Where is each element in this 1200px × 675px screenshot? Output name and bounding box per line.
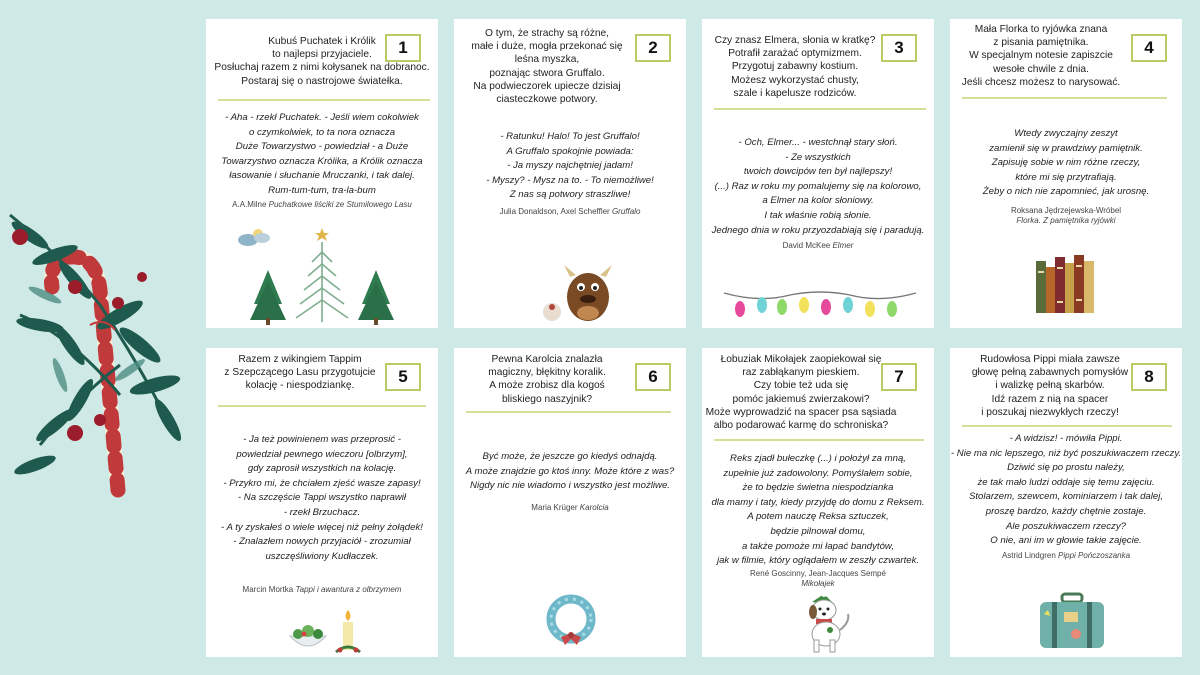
card-quote: - Ratunku! Halo! To jest Gruffalo! A Gruffalo spokojnie powiada: - Ja myszy najchętniej jadam! - Myszy? - Mysz na to. - To niemożliwe! Z nas są potwory straszliwe!: [486, 131, 654, 201]
card-quote: Reks zjadł bułeczkę (...) i położył za mną, zupełnie już zadowolony. Pomyślałem sobie, że to będzie świetna niespodzianka dla mamy i taty, kiedy przyjdę do domu z Reksem. A potem nauczę Reksa sztuczek, będzie pilnował domu, a także pomoże mi łapać bandytów, jak w filmie, który oglądałem w zeszły czwartek.: [711, 453, 925, 567]
card-quote: Wtedy zwyczajny zeszyt zamienił się w prawdziwy pamiętnik. Zapisuję sobie w nim różne rzeczy, które mi się przytrafiają. Żeby o nich nie zapomnieć, jak urosnę.: [982, 128, 1150, 198]
day-number: 8: [1131, 363, 1167, 391]
divider: [466, 411, 671, 413]
card-source: [454, 503, 686, 513]
christmas-branch-icon: [0, 195, 205, 500]
card-intro: Razem z wikingiem Tappim z Szepczącego Lasu przygotujcie kolację - niespodziankę.: [224, 354, 376, 392]
day-number: 6: [635, 363, 671, 391]
advent-card-7: [702, 348, 934, 657]
dog-icon: [794, 592, 854, 654]
source-author: René Goscinny, Jean-Jacques Sempé: [750, 569, 886, 578]
card-source: [206, 200, 438, 210]
source-author: Julia Donaldson, Axel Scheffler: [499, 207, 610, 216]
source-author: A.A.Milne: [232, 200, 267, 209]
advent-card-5: [206, 348, 438, 657]
divider: [714, 439, 924, 441]
card-source: [950, 206, 1182, 226]
source-title: Tappi i awantura z olbrzymem: [295, 585, 402, 594]
source-title: Florka. Z pamiętnika ryjówki: [1016, 216, 1116, 225]
source-title: Karolcia: [579, 503, 609, 512]
source-title: Elmer: [832, 241, 854, 250]
advent-card-4: [950, 19, 1182, 328]
card-intro: O tym, że strachy są różne, małe i duże, mogła przekonać się leśna myszka, poznając stwora Gruffalo. Na podwieczorek upiecze dzisiaj ciasteczkowe potwory.: [471, 28, 623, 106]
source-title: Gruffalo: [611, 207, 641, 216]
salad-candle-icon: [288, 606, 368, 656]
day-number: 7: [881, 363, 917, 391]
card-source: [702, 569, 934, 589]
divider: [714, 108, 926, 110]
source-title: Puchatkowe liściki ze Stumilowego Lasu: [268, 200, 412, 209]
wreath-icon: [544, 593, 598, 649]
advent-card-2: [454, 19, 686, 328]
card-quote: - Och, Elmer... - westchnął stary słoń. - Ze wszystkich twoich dowcipów ten był najlepszy! (...) Raz w roku my pomalujemy się na kolorowo, a Elmer na kolor słoniowy. I tak właśnie robią słonie. Jednego dnia w roku przyozdabiają się i paradują.: [711, 137, 925, 236]
card-intro: Pewna Karolcia znalazła magiczny, błękitny koralik. A może zrobisz dla kogoś bliskiego naszyjnik?: [488, 354, 606, 405]
source-author: Roksana Jędrzejewska-Wróbel: [1010, 206, 1122, 215]
card-quote: - Aha - rzekł Puchatek. - Jeśli wiem cokolwiek o czymkolwiek, to ta nora oznacza Duże Towarzystwo - powiedział - a Duże Towarzystwo oznacza Królika, a Królik oznacza łasowanie i słuchanie Mruczanki, i tak dalej. Rum-tum-tum, tra-la-bum: [221, 112, 423, 196]
card-intro: Rudowłosa Pippi miała zawsze głowę pełną zabawnych pomysłów i walizkę pełną skarbów. Idź razem z nią na spacer i poszukaj niezwykłych rzeczy!: [971, 354, 1129, 418]
suitcase-icon: [1036, 592, 1108, 652]
card-quote: - A widzisz! - mówiła Pippi. - Nie ma nic lepszego, niż być poszukiwaczem rzeczy. Dziwić się po prostu należy, że tak mało ludzi oddaje się temu zajęciu. Stolarzem, szewcem, kominiarzem i tak dalej, proszę bardzo, każdy chętnie zostaje. Ale poszukiwaczem rzeczy? O nie, ani im w głowie takie zajęcie.: [950, 433, 1182, 547]
christmas-trees-icon: [236, 222, 406, 327]
card-source: [206, 585, 438, 595]
day-number: 5: [385, 363, 421, 391]
advent-card-1: [206, 19, 438, 328]
source-author: Astrid Lindgren: [1001, 551, 1056, 560]
divider: [218, 405, 426, 407]
day-number: 1: [385, 34, 421, 62]
advent-card-3: [702, 19, 934, 328]
card-intro: Mała Florka to ryjówka znana z pisania pamiętnika. W specjalnym notesie zapiszcie wesołe chwile z dnia. Jeśli chcesz możesz to narysować.: [961, 24, 1121, 88]
source-author: David McKee: [782, 241, 831, 250]
source-author: Marcin Mortka: [242, 585, 294, 594]
card-intro: Kubuś Puchatek i Królik to najlepsi przyjaciele. Posłuchaj razem z nimi kołysanek na dobranoc. Postaraj się o nastrojowe światełka.: [214, 36, 430, 87]
card-source: [702, 241, 934, 251]
day-number: 3: [881, 34, 917, 62]
card-intro: Czy znasz Elmera, słonia w kratkę? Potrafił zarażać optymizmem. Przygotuj zabawny kostium. Możesz wykorzystać chusty, szale i kapelusze rodziców.: [714, 35, 876, 99]
divider: [962, 97, 1167, 99]
books-icon: [1032, 251, 1102, 317]
source-title: Pippi Pończoszanka: [1058, 551, 1131, 560]
source-title: Mikołajek: [801, 579, 835, 588]
monster-icon: [540, 263, 620, 323]
advent-card-8: [950, 348, 1182, 657]
card-quote: Być może, że jeszcze go kiedyś odnajdą. A może znajdzie go ktoś inny. Może które z was? Nigdy nic nie wiadomo i wszystko jest możliwe.: [465, 451, 675, 492]
string-lights-icon: [720, 287, 920, 327]
card-quote: - Ja też powinienem was przeprosić - powiedział pewnego wieczoru [olbrzym], gdy zaprosił wszystkich na kolację. - Przykro mi, że chciałem zjeść wasze zapasy! - Na szczęście Tappi wszystko naprawił - rzekł Brzuchacz. - A ty zyskałeś o wiele więcej niż pełny żołądek! - Znalazłem nowych przyjaciół - zrozumiał uszczęśliwiony Kudłaczek.: [221, 434, 423, 562]
card-source: [950, 551, 1182, 561]
divider: [962, 425, 1172, 427]
day-number: 4: [1131, 34, 1167, 62]
card-intro: Łobuziak Mikołajek zaopiekował się raz zabłąkanym pieskiem. Czy tobie też uda się pomóc jakiemuś zwierzakowi? Może wyprowadzić na spacer psa sąsiada albo podarować karmę do schroniska?: [705, 354, 897, 432]
divider: [218, 99, 430, 101]
source-author: Maria Krüger: [531, 503, 578, 512]
advent-card-6: [454, 348, 686, 657]
day-number: 2: [635, 34, 671, 62]
card-source: [454, 207, 686, 217]
